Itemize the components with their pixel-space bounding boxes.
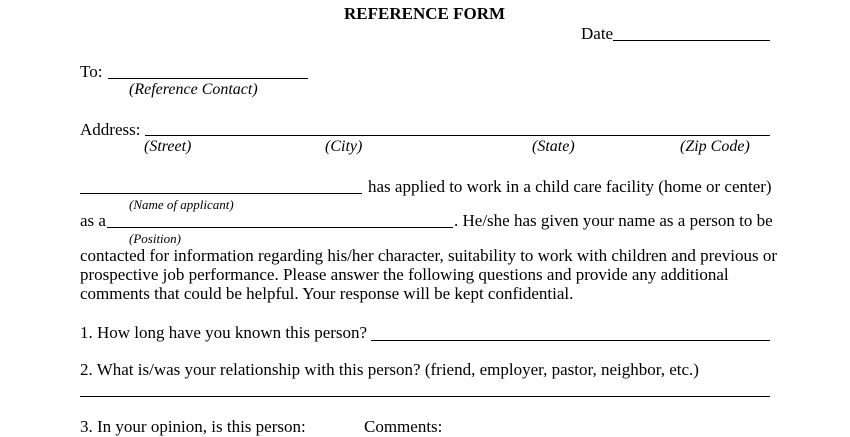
question-2-answer-field[interactable]	[80, 396, 770, 397]
form-title: REFERENCE FORM	[344, 4, 506, 23]
address-field[interactable]	[145, 135, 770, 136]
applicant-caption: (Name of applicant)	[129, 197, 234, 212]
question-2: 2. What is/was your relationship with this person? (friend, employer, pastor, neighbor, etc.)	[80, 360, 699, 379]
position-text: . He/she has given your name as a person to be	[454, 211, 773, 230]
position-caption: (Position)	[129, 231, 181, 246]
question-3: 3. In your opinion, is this person:	[80, 417, 306, 436]
street-caption: (Street)	[144, 138, 192, 155]
zip-caption: (Zip Code)	[680, 138, 750, 155]
paragraph-line-1: contacted for information regarding his/her character, suitability to work with children and previous or	[80, 246, 778, 265]
reference-contact-caption: (Reference Contact)	[129, 81, 258, 98]
city-caption: (City)	[325, 138, 363, 155]
applicant-name-field[interactable]	[80, 193, 362, 194]
comments-label: Comments:	[364, 417, 443, 436]
date-field[interactable]	[613, 40, 770, 41]
reference-contact-field[interactable]	[108, 78, 308, 79]
question-1: 1. How long have you known this person?	[80, 323, 368, 342]
paragraph-line-3: comments that could be helpful. Your response will be kept confidential.	[80, 284, 574, 303]
question-1-answer-field[interactable]	[371, 340, 770, 341]
position-field[interactable]	[107, 227, 453, 228]
paragraph-line-2: prospective job performance. Please answer the following questions and provide any additional	[80, 265, 729, 284]
date-label: Date	[581, 24, 614, 43]
to-label: To:	[80, 62, 103, 81]
as-a-label: as a	[80, 211, 106, 230]
applicant-text: has applied to work in a child care facility (home or center)	[368, 177, 772, 196]
address-label: Address:	[80, 120, 141, 139]
state-caption: (State)	[532, 138, 575, 155]
